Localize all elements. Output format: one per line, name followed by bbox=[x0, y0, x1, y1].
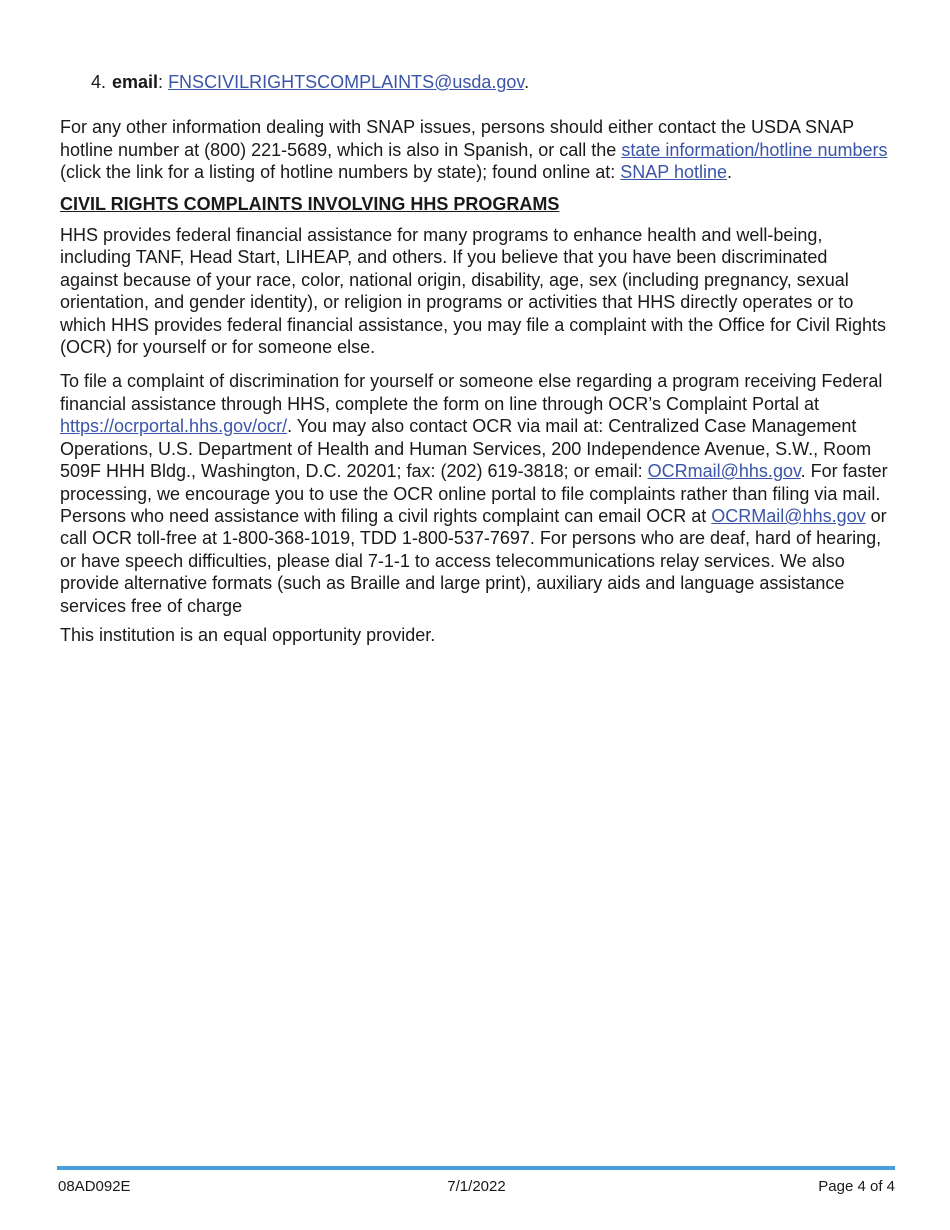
footer-date: 7/1/2022 bbox=[447, 1178, 506, 1195]
ocr-mail-link[interactable]: OCRmail@hhs.gov bbox=[647, 461, 801, 482]
footer-divider bbox=[57, 1166, 895, 1170]
hhs-paragraph: HHS provides federal financial assistance for many programs to enhance health and well-being, including TANF, Head Start, LIHEAP, and others. If you believe that you have been discriminated against because of your race, color, national origin, disability, age, sex (including pregnancy, sexual orientation, and gender identity), or religion in programs or activities that HHS directly operates or to which HHS provides federal financial assistance, you may file a complaint with the Office for Civil Rights (OCR) for yourself or for someone else. bbox=[60, 225, 887, 358]
snap-text-2: (click the link for a listing of hotline numbers by state); found online at: bbox=[60, 162, 621, 183]
file-text-4: or call OCR toll-free at 1-800-368-1019, TDD 1-800-537-7697. For persons who are deaf, hard of hearing, or have speech difficulties, please dial 7-1-1 to access telecommunications relay services. We also provide alternative formats (such as Braille and large print), auxiliary aids and language assistance services free of charge bbox=[60, 505, 887, 616]
email-end: . bbox=[524, 72, 530, 92]
file-text-3: . For faster processing, we encourage you to use the OCR online portal to file complaints rather than filing via mail. Persons who need assistance with filing a civil rights complaint can email OCR at bbox=[60, 461, 888, 526]
ocr-portal-link[interactable]: https://ocrportal.hhs.gov/ocr/ bbox=[60, 416, 288, 437]
section-heading: CIVIL RIGHTS COMPLAINTS INVOLVING HHS PROGRAMS bbox=[60, 193, 560, 214]
email-label: email bbox=[112, 72, 159, 92]
list-number: 4. bbox=[91, 72, 107, 92]
footer-page-number: Page 4 of 4 bbox=[818, 1178, 895, 1195]
file-text-1: To file a complaint of discrimination for yourself or someone else regarding a program receiving Federal financial assistance through HHS, complete the form on line through OCR’s Complaint Portal at bbox=[60, 371, 883, 414]
file-complaint-paragraph bbox=[60, 370, 890, 616]
fns-email-link[interactable]: FNSCIVILRIGHTSCOMPLAINTS@usda.gov bbox=[168, 72, 525, 92]
equal-opportunity-statement: This institution is an equal opportunity provider. bbox=[60, 624, 436, 645]
snap-paragraph bbox=[60, 116, 890, 183]
snap-hotline-link[interactable]: SNAP hotline bbox=[620, 162, 728, 183]
email-list-item bbox=[91, 71, 890, 93]
state-hotline-link[interactable]: state information/hotline numbers bbox=[621, 139, 888, 160]
email-separator: : bbox=[158, 72, 169, 92]
ocr-mail-link-2[interactable]: OCRMail@hhs.gov bbox=[711, 505, 866, 526]
file-text-2: . You may also contact OCR via mail at: Centralized Case Management Operations, U.S. Department of Health and Human Services, 200 Independence Avenue, S.W., Room 509F HHH Bldg., Washington, D.C. 20201; fax: (202) 619-3818; or email: bbox=[60, 416, 872, 482]
snap-text-1: For any other information dealing with SNAP issues, persons should either contact the USDA SNAP hotline number at (800) 221-5689, which is also in Spanish, or call the bbox=[60, 117, 854, 160]
footer-form-code: 08AD092E bbox=[58, 1178, 131, 1195]
page-content bbox=[60, 71, 890, 646]
snap-text-3: . bbox=[727, 162, 733, 183]
